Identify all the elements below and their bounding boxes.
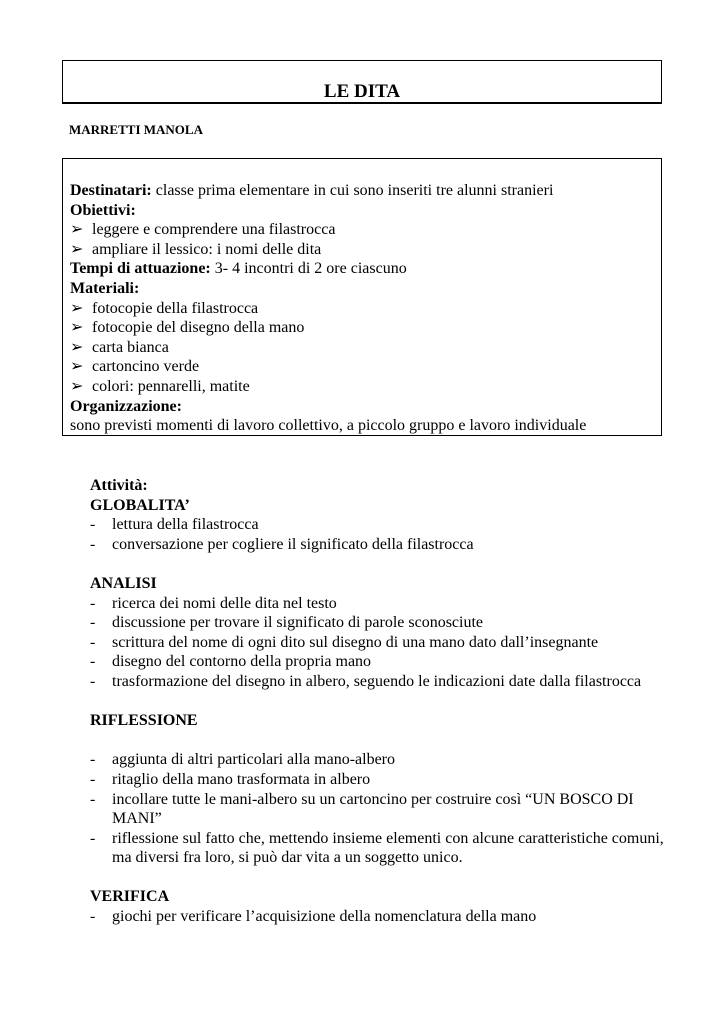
list-item-text: scrittura del nome di ogni dito sul disegno di una mano dato dall’insegnante [112, 633, 599, 651]
list-item-text: incollare tutte le mani-albero su un cartoncino per costruire così “UN BOSCO DI MANI” [112, 790, 634, 828]
organizzazione-text: sono previsti momenti di lavoro collettivo, a piccolo gruppo e lavoro individuale [70, 417, 587, 435]
list-item-text: riflessione sul fatto che, mettendo insieme elementi con alcune caratteristiche comuni, ma diversi fra loro, si può dar vita a un soggetto unico. [112, 829, 664, 867]
verifica-heading: VERIFICA [90, 888, 170, 906]
dash-bullet: - [90, 751, 96, 769]
dash-bullet: - [90, 614, 96, 632]
list-item-text: ritaglio della mano trasformata in albero [112, 770, 371, 788]
organizzazione-label: Organizzazione: [70, 397, 182, 415]
dash-bullet: - [90, 516, 96, 534]
obiettivo-text: ampliare il lessico: i nomi delle dita [92, 240, 322, 258]
list-item-text: aggiunta di altri particolari alla mano-albero [112, 751, 395, 769]
materiale-text: carta bianca [92, 338, 169, 356]
title-underline [63, 102, 661, 103]
list-item [90, 515, 670, 535]
activities-heading: Attività: [90, 477, 148, 494]
list-item [90, 770, 670, 790]
title-box [62, 60, 662, 104]
obiettivo-item [70, 240, 657, 260]
list-item [90, 907, 670, 927]
arrow-bullet-icon: ➢ [70, 338, 84, 356]
globalita-heading: GLOBALITA’ [90, 496, 190, 514]
list-item-text: conversazione per cogliere il significato della filastrocca [112, 535, 474, 553]
list-item-text: giochi per verificare l’acquisizione della nomenclatura della mano [112, 908, 537, 926]
materiale-item [70, 338, 657, 358]
list-item [90, 535, 670, 555]
list-item [90, 652, 670, 672]
arrow-bullet-icon: ➢ [70, 377, 84, 395]
dash-bullet: - [90, 829, 96, 847]
materiale-item [70, 318, 657, 338]
materiali-label: Materiali: [70, 279, 140, 297]
list-item [90, 790, 670, 829]
author-name: MARRETTI MANOLA [69, 122, 203, 137]
destinatari-label: Destinatari: [70, 182, 152, 199]
tempi-label: Tempi di attuazione: [70, 260, 211, 278]
arrow-bullet-icon: ➢ [70, 358, 84, 376]
list-item-text: ricerca dei nomi delle dita nel testo [112, 594, 337, 612]
list-item [90, 672, 670, 692]
obiettivo-item [70, 220, 657, 240]
tempi-text: 3- 4 incontri di 2 ore ciascuno [210, 260, 407, 278]
materiale-text: fotocopie della filastrocca [92, 299, 259, 317]
dash-bullet: - [90, 672, 96, 690]
materiale-item [70, 299, 657, 319]
arrow-bullet-icon: ➢ [70, 240, 84, 258]
dash-bullet: - [90, 908, 96, 926]
materiale-text: cartoncino verde [92, 358, 200, 376]
list-item [90, 594, 670, 614]
materiale-text: colori: pennarelli, matite [92, 377, 250, 395]
obiettivo-text: leggere e comprendere una filastrocca [92, 221, 336, 239]
tempi-line [70, 259, 657, 279]
analisi-heading: ANALISI [90, 574, 157, 592]
materiale-item [70, 377, 657, 397]
destinatari-line [70, 181, 657, 201]
riflessione-heading: RIFLESSIONE [90, 712, 198, 730]
list-item-text: discussione per trovare il significato di parole sconosciute [112, 614, 484, 632]
info-box [62, 158, 662, 436]
spacer [90, 868, 670, 888]
materiale-text: fotocopie del disegno della mano [92, 319, 305, 337]
dash-bullet: - [90, 535, 96, 553]
list-item-text: lettura della filastrocca [112, 516, 259, 534]
spacer [90, 554, 670, 574]
list-item [90, 829, 670, 868]
list-item [90, 750, 670, 770]
dash-bullet: - [90, 770, 96, 788]
destinatari-text: classe prima elementare in cui sono inseriti tre alunni stranieri [151, 182, 554, 199]
dash-bullet: - [90, 594, 96, 612]
list-item-text: trasformazione del disegno in albero, seguendo le indicazioni date dalla filastrocca [112, 672, 642, 690]
dash-bullet: - [90, 790, 96, 808]
dash-bullet: - [90, 653, 96, 671]
spacer [90, 731, 670, 751]
materiale-item [70, 357, 657, 377]
list-item [90, 613, 670, 633]
arrow-bullet-icon: ➢ [70, 221, 84, 239]
list-item-text: disegno del contorno della propria mano [112, 653, 372, 671]
activities-section [90, 476, 670, 927]
list-item [90, 633, 670, 653]
obiettivi-label: Obiettivi: [70, 201, 136, 219]
arrow-bullet-icon: ➢ [70, 319, 84, 337]
dash-bullet: - [90, 633, 96, 651]
spacer [90, 692, 670, 712]
arrow-bullet-icon: ➢ [70, 299, 84, 317]
document-title: LE DITA [323, 81, 401, 102]
